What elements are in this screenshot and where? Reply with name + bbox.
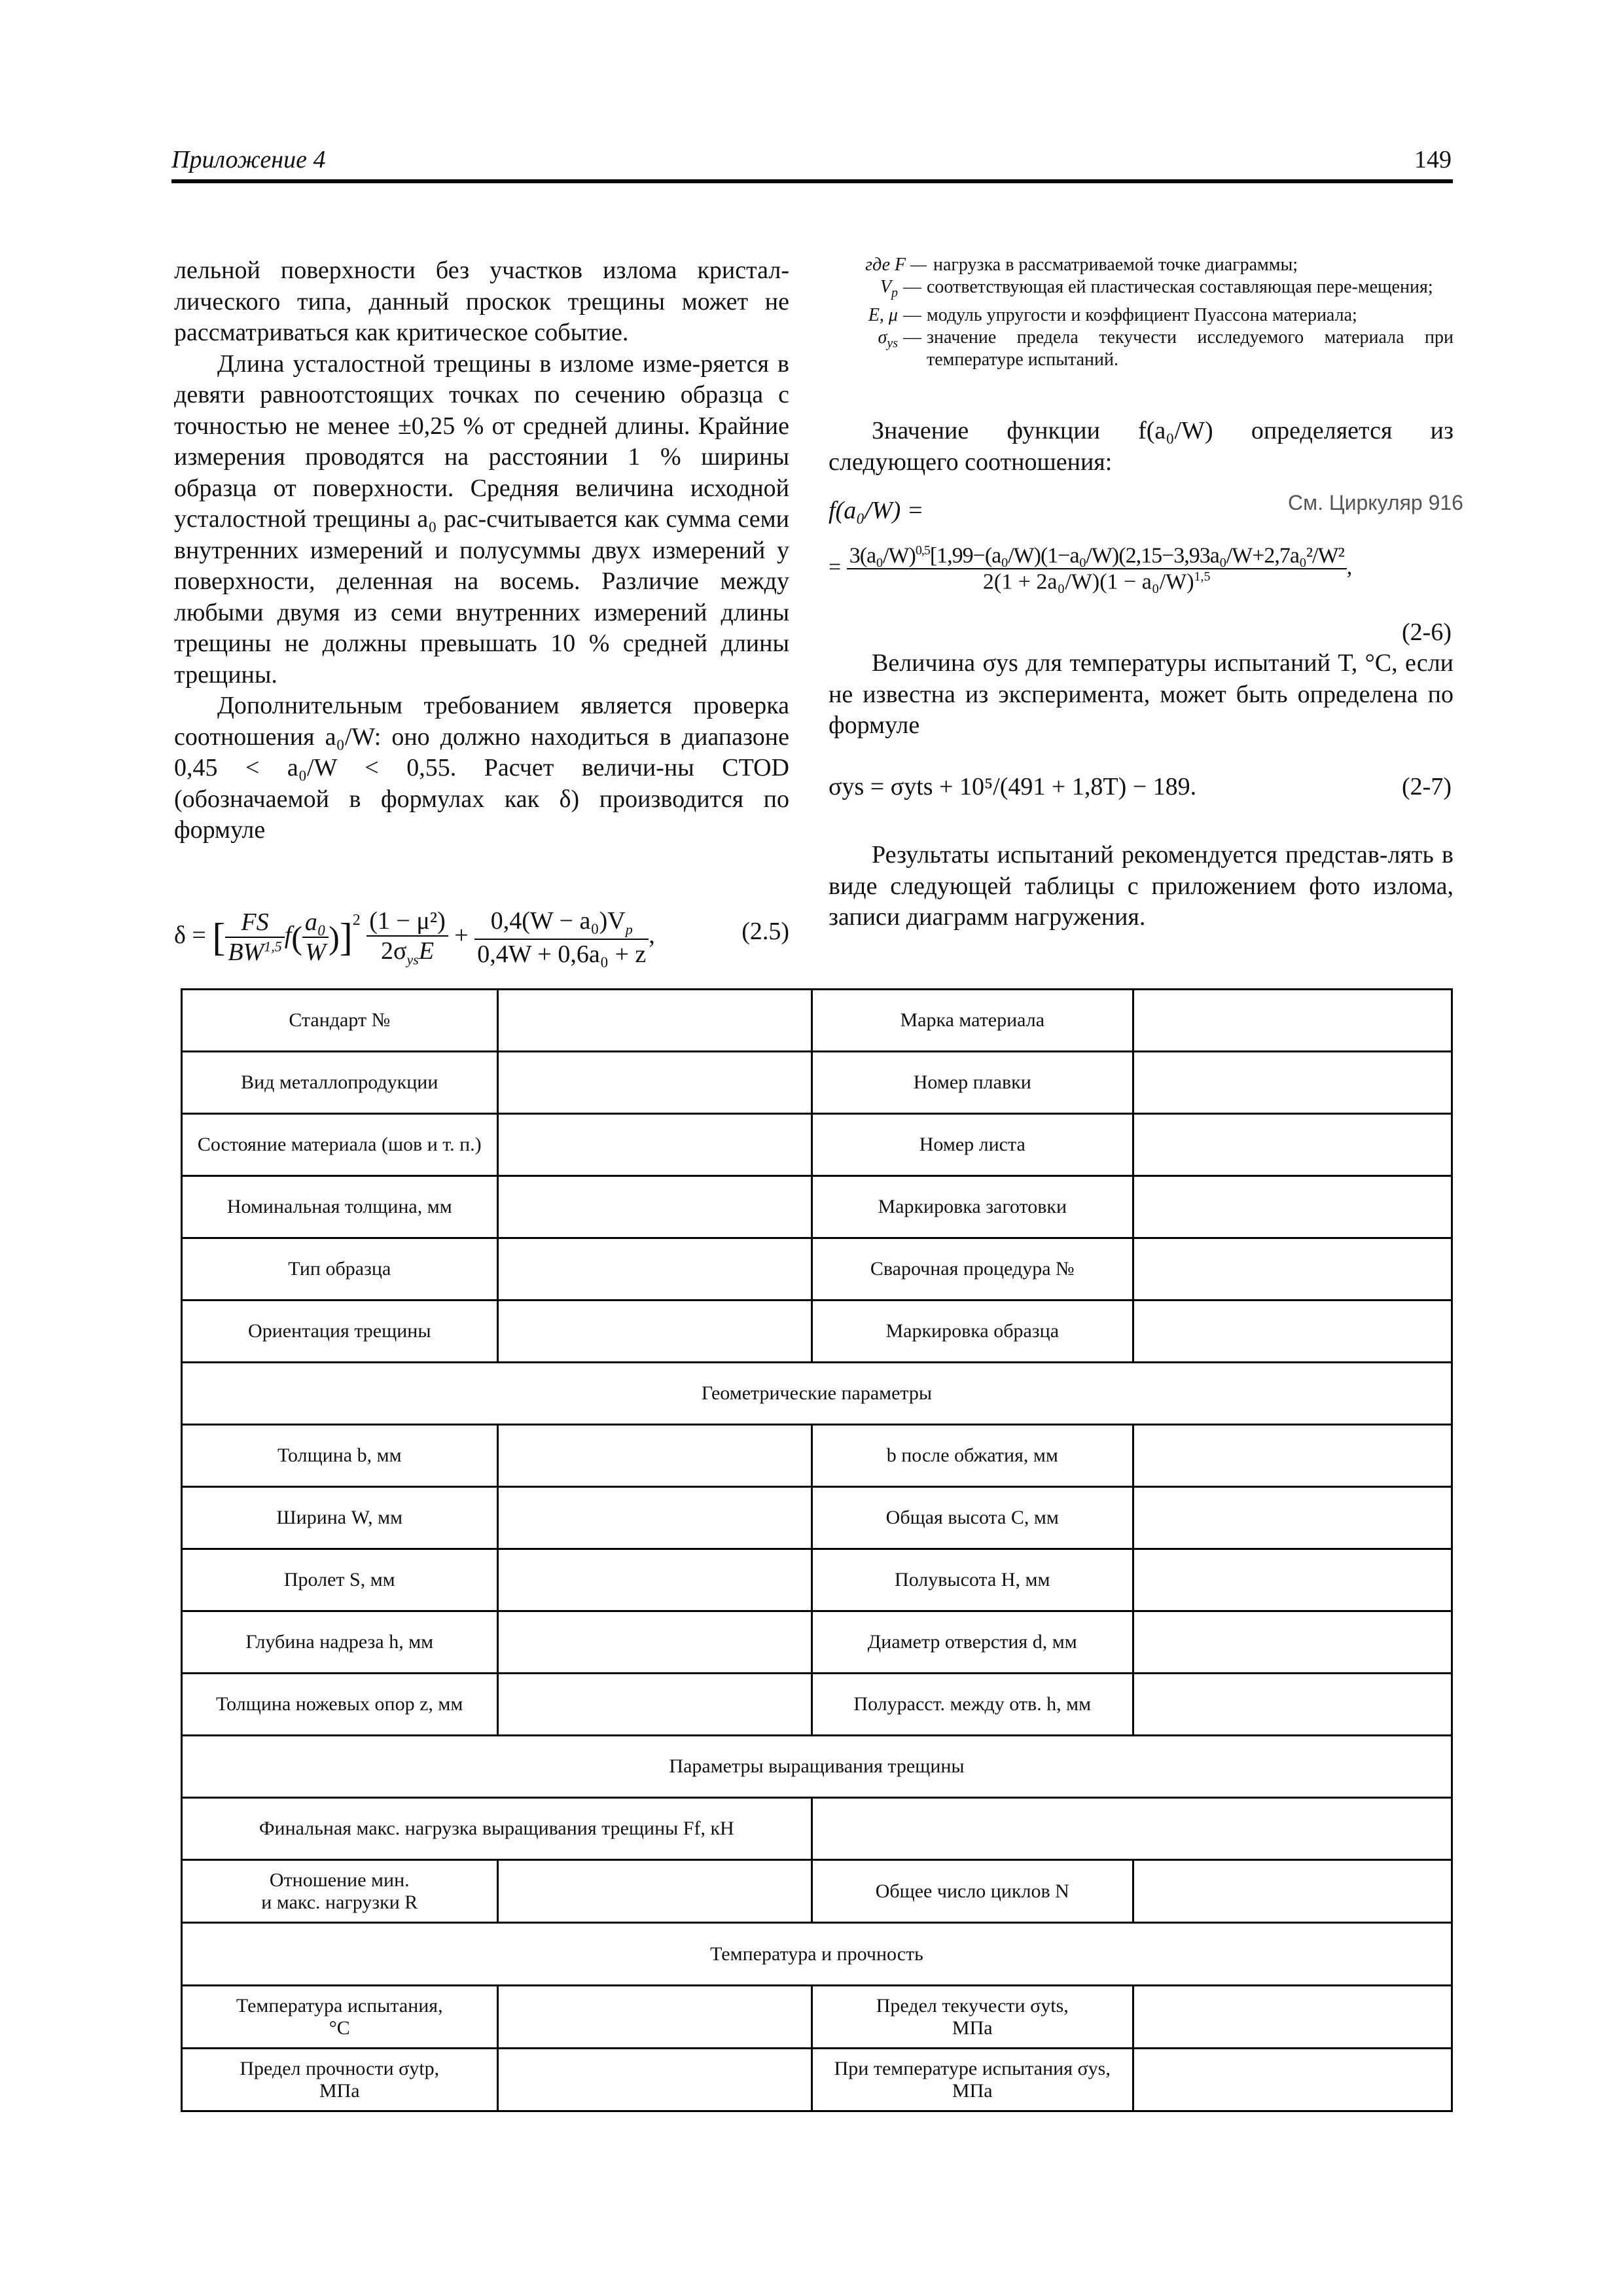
table-row xyxy=(182,2049,1452,2111)
field-label: Финальная макс. нагрузка выращивания трещины Ff, кН xyxy=(182,1798,812,1860)
field-label: Диаметр отверстия d, мм xyxy=(812,1611,1133,1674)
paragraph: Длина усталостной трещины в изломе изме-ряется в девяти равноотстоящих точках по сечению образца с точностью не менее ±0,25 % от средней длины. Крайние измерения проводятся на расстоянии 1 % ширины образца от поверхности. Средняя величина исходной усталостной трещины a₀ рас-считывается как сумма семи внутренних измерений и полусуммы двух измерений у поверхности, деленная на восемь. Различие между любыми двумя из семи внутренних измерений длины трещины не должны превышать 10 % средней длины трещины. xyxy=(174,350,789,689)
field-label xyxy=(182,2049,498,2111)
field-value-cell[interactable] xyxy=(497,2049,812,2111)
field-value-cell[interactable] xyxy=(1133,1176,1452,1238)
section-header: Геометрические параметры xyxy=(182,1363,1452,1425)
table-row xyxy=(182,1487,1452,1549)
table-row xyxy=(182,1425,1452,1487)
table-row xyxy=(182,1674,1452,1736)
field-label: Номер плавки xyxy=(812,1052,1133,1114)
table-section-row xyxy=(182,1923,1452,1986)
field-value-cell[interactable] xyxy=(497,1860,812,1923)
field-value-cell[interactable] xyxy=(497,1300,812,1363)
field-label: Общая высота C, мм xyxy=(812,1487,1133,1549)
field-value-cell[interactable] xyxy=(1133,1986,1452,2049)
field-label: Полурасст. между отв. h, мм xyxy=(812,1674,1133,1736)
formula-2-7: σys = σyts + 10⁵/(491 + 1,8T) − 189. xyxy=(829,773,1197,800)
table-row xyxy=(182,1611,1452,1674)
field-label: Вид металлопродукции xyxy=(182,1052,498,1114)
definition-row: E, μ — модуль упругости и коэффициент Пуассона материала; xyxy=(868,304,1357,325)
header-rule xyxy=(171,179,1453,183)
field-value-cell[interactable] xyxy=(1133,1674,1452,1736)
margin-note: См. Циркуляр 916 xyxy=(1288,491,1463,514)
field-value-cell[interactable] xyxy=(1133,1052,1452,1114)
definition-row: $V_p$ — соответствующая ей пластическая составляющая пере-мещения; xyxy=(880,277,1433,300)
field-label xyxy=(812,2049,1133,2111)
field-label: Ориентация трещины xyxy=(182,1300,498,1363)
field-value-cell[interactable] xyxy=(497,1549,812,1611)
field-label xyxy=(182,1986,498,2049)
table-row xyxy=(182,1860,1452,1923)
field-value-cell[interactable] xyxy=(497,1674,812,1736)
paragraph: Значение функции f(a₀/W) определяется из следующего соотношения: xyxy=(829,417,1454,476)
formula-2-6: = $\frac{3(a_0/W)^{0,5}[1,99-(a_0/W)(1-a_0/W)(2,15-3,93a_0/W+2,7a_0^2/W^2}{2(1 + 2a_0/W)(1 - a_0/W)^{1,5}}$ , xyxy=(829,543,1353,594)
field-label: b после обжатия, мм xyxy=(812,1425,1133,1487)
field-value-cell[interactable] xyxy=(1133,1300,1452,1363)
test-results-table xyxy=(181,988,1453,2112)
field-label: Толщина b, мм xyxy=(182,1425,498,1487)
field-value-cell[interactable] xyxy=(1133,1860,1452,1923)
field-value-cell[interactable] xyxy=(497,1986,812,2049)
field-label-line: Предел текучести σyts, xyxy=(876,1994,1069,2017)
field-label-line: МПа xyxy=(952,2079,993,2102)
field-label-line: МПа xyxy=(952,2017,993,2039)
field-label-line: и макс. нагрузки R xyxy=(261,1891,418,1913)
definition-row: $\sigma_{ys}$ — значение предела текучести исследуемого материала при температуре испытаний. xyxy=(878,327,1454,370)
field-label: Толщина ножевых опор z, мм xyxy=(182,1674,498,1736)
field-value-cell[interactable] xyxy=(497,1425,812,1487)
paragraph: Величина σys для температуры испытаний T, °C, если не известна из эксперимента, может быть определена по формуле xyxy=(829,649,1454,739)
formula-2-6-lhs: f(a₀/W) = xyxy=(829,497,924,524)
field-label-line: Отношение мин. xyxy=(269,1869,410,1891)
field-label xyxy=(812,1986,1133,2049)
running-header: Приложение 4 xyxy=(171,146,326,173)
table-row xyxy=(182,1238,1452,1300)
field-label: Маркировка заготовки xyxy=(812,1176,1133,1238)
field-label-line: При температуре испытания σys, xyxy=(834,2057,1111,2079)
definition-row: где F — нагрузка в рассматриваемой точке диаграммы; xyxy=(865,255,1298,275)
left-column xyxy=(174,255,789,846)
right-column-p3 xyxy=(829,840,1454,933)
field-value-cell[interactable] xyxy=(1133,990,1452,1052)
table-section-row xyxy=(182,1736,1452,1798)
field-label: Состояние материала (шов и т. п.) xyxy=(182,1114,498,1176)
table-row xyxy=(182,1114,1452,1176)
field-value-cell[interactable] xyxy=(1133,1425,1452,1487)
field-value-cell[interactable] xyxy=(497,1611,812,1674)
field-label: Номер листа xyxy=(812,1114,1133,1176)
field-value-cell[interactable] xyxy=(1133,1611,1452,1674)
paragraph: лельной поверхности без участков излома кристал-лического типа, данный проскок трещины может не рассматриваться как критическое событие. xyxy=(174,257,789,346)
field-label: Марка материала xyxy=(812,990,1133,1052)
field-label: Общее число циклов N xyxy=(812,1860,1133,1923)
table-section-row xyxy=(182,1363,1452,1425)
formula-2-5: δ = [ $\frac{FS}{BW^{1,5}}$ f( $\frac{\text{a₀}}{W}$ )]$^2$ $\frac{\text{(1 − μ²)}}{2\sigma_{ys}E}$ + $\frac{0,4(W - a_0)V_p}{\text{0,4W + 0,6a₀ + z}}$ , (2.5) xyxy=(174,907,789,968)
field-label xyxy=(182,1860,498,1923)
equation-label: (2.5) xyxy=(741,918,789,945)
right-column-p2 xyxy=(829,648,1454,742)
field-label: Маркировка образца xyxy=(812,1300,1133,1363)
field-value-cell[interactable] xyxy=(497,1238,812,1300)
field-label: Ширина W, мм xyxy=(182,1487,498,1549)
field-label: Стандарт № xyxy=(182,990,498,1052)
paragraph: Результаты испытаний рекомендуется представ-лять в виде следующей таблицы с приложением фото излома, записи диаграмм нагружения. xyxy=(829,841,1454,931)
field-value-cell[interactable] xyxy=(497,990,812,1052)
field-value-cell[interactable] xyxy=(1133,1487,1452,1549)
symbol-definitions xyxy=(829,254,1454,371)
paragraph: Дополнительным требованием является проверка соотношения a₀/W: оно должно находиться в диапазоне 0,45 < a₀/W < 0,55. Расчет величи-ны CTOD (обозначаемой в формулах как δ) производится по формуле xyxy=(174,692,789,844)
field-label: Номинальная толщина, мм xyxy=(182,1176,498,1238)
table-row xyxy=(182,1176,1452,1238)
field-label-line: МПа xyxy=(319,2079,360,2102)
field-value-cell[interactable] xyxy=(497,1114,812,1176)
table-row xyxy=(182,1798,1452,1860)
table-row xyxy=(182,990,1452,1052)
field-label: Пролет S, мм xyxy=(182,1549,498,1611)
field-label-line: Температура испытания, xyxy=(236,1994,443,2017)
section-header: Параметры выращивания трещины xyxy=(182,1736,1452,1798)
field-value-cell[interactable] xyxy=(1133,2049,1452,2111)
field-label-line: Предел прочности σytp, xyxy=(240,2057,440,2079)
table-row xyxy=(182,1052,1452,1114)
page-number: 149 xyxy=(1414,146,1452,173)
right-column-p1 xyxy=(829,416,1454,478)
field-label-line: °C xyxy=(329,2017,350,2039)
table-row xyxy=(182,1300,1452,1363)
field-label: Тип образца xyxy=(182,1238,498,1300)
field-label: Полувысота H, мм xyxy=(812,1549,1133,1611)
equation-label: (2-6) xyxy=(1402,619,1452,646)
field-value-cell[interactable] xyxy=(1133,1114,1452,1176)
field-label: Глубина надреза h, мм xyxy=(182,1611,498,1674)
field-value-cell[interactable] xyxy=(1133,1549,1452,1611)
field-value-cell[interactable] xyxy=(497,1052,812,1114)
equation-label: (2-7) xyxy=(1402,773,1452,800)
field-value-cell[interactable] xyxy=(497,1176,812,1238)
field-value-cell[interactable] xyxy=(812,1798,1452,1860)
table-row xyxy=(182,1549,1452,1611)
field-value-cell[interactable] xyxy=(497,1487,812,1549)
table-row xyxy=(182,1986,1452,2049)
test-results-table-body xyxy=(182,990,1452,2111)
field-value-cell[interactable] xyxy=(1133,1238,1452,1300)
field-label: Сварочная процедура № xyxy=(812,1238,1133,1300)
section-header: Температура и прочность xyxy=(182,1923,1452,1986)
